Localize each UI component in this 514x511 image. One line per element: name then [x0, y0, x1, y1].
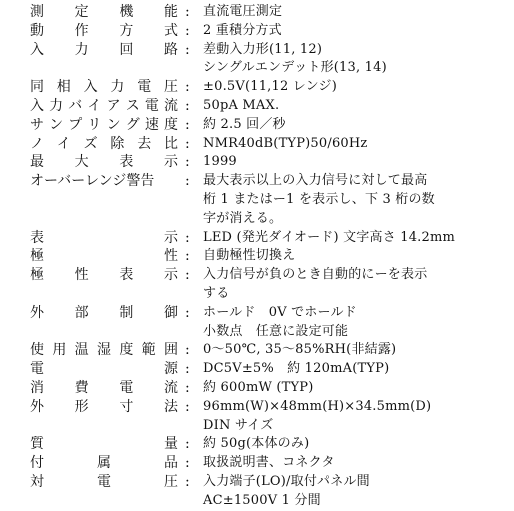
spec-row — [0, 228, 514, 248]
spec-row — [0, 134, 514, 154]
spec-label: 極 性 表 示 — [30, 267, 178, 284]
spec-colon: : — [185, 361, 190, 378]
spec-label: ノ イ ズ 除 去 比 — [30, 135, 178, 152]
spec-label: 対 電 圧 — [30, 474, 178, 490]
spec-colon: : — [185, 79, 190, 96]
spec-row — [0, 152, 514, 172]
spec-value: 入力端子(LO)/取付パネル間 — [203, 474, 370, 489]
spec-label: 使 用 温 湿 度 範 囲 — [30, 342, 178, 359]
spec-value: 0〜50℃, 35〜85%RH(非結露) — [203, 342, 397, 358]
spec-row — [0, 340, 514, 360]
spec-value: ホールド 0V でホールド — [203, 304, 357, 320]
spec-colon: : — [185, 248, 190, 265]
spec-value: NMR40dB(TYP)50/60Hz — [203, 135, 368, 151]
spec-row — [0, 171, 514, 191]
spec-value: 直流電圧測定 — [203, 4, 283, 19]
spec-colon: : — [185, 342, 190, 359]
spec-colon: : — [185, 436, 190, 453]
spec-row — [0, 96, 514, 116]
spec-value: 自動極性切換え — [203, 248, 296, 264]
spec-row — [0, 434, 514, 454]
spec-row — [0, 322, 514, 342]
spec-colon: : — [185, 455, 190, 472]
spec-colon: : — [185, 98, 190, 114]
spec-value: 約 2.5 回／秒 — [203, 116, 286, 132]
spec-value: 最大表示以上の入力信号に対して最高 — [203, 173, 428, 189]
spec-row — [0, 40, 514, 60]
spec-label: オーバーレンジ警告 — [30, 173, 155, 190]
spec-row — [0, 378, 514, 398]
spec-value: 約 50g(本体のみ) — [203, 436, 310, 452]
spec-value: 入力信号が負のとき自動的にーを表示 — [203, 267, 428, 283]
spec-label: 表 示 — [30, 229, 178, 246]
spec-value: シングルエンデット形(13, 14) — [203, 60, 387, 76]
spec-value: LED (発光ダイオード) 文字高さ 14.2mm — [203, 229, 456, 245]
spec-label: サ ン プ リ ン グ 速 度 — [30, 116, 178, 133]
spec-value: DIN サイズ — [203, 417, 274, 433]
spec-colon: : — [185, 229, 190, 246]
spec-colon: : — [185, 474, 190, 490]
spec-label: 動 作 方 式 — [30, 22, 178, 39]
spec-colon: : — [185, 22, 190, 39]
spec-label: 測 定 機 能 — [30, 4, 178, 20]
spec-colon: : — [185, 154, 190, 171]
spec-row — [0, 265, 514, 285]
spec-label: 質 量 — [30, 436, 178, 453]
spec-label: 同 相 入 力 電 圧 — [30, 79, 178, 96]
spec-label: 極 性 — [30, 248, 178, 265]
spec-row — [0, 453, 514, 473]
spec-colon: : — [185, 304, 190, 321]
spec-value: AC±1500V 1 分間 — [203, 492, 321, 508]
spec-value: 取扱説明書、コネクタ — [203, 455, 335, 471]
spec-value: DC5V±5% 約 120mA(TYP) — [203, 361, 390, 377]
spec-row — [0, 416, 514, 436]
spec-row — [0, 77, 514, 97]
spec-colon: : — [185, 116, 190, 133]
spec-label: 外 形 寸 法 — [30, 398, 178, 415]
spec-colon: : — [185, 173, 190, 190]
spec-colon: : — [185, 135, 190, 152]
spec-value: する — [203, 286, 230, 301]
spec-colon: : — [185, 398, 190, 415]
spec-label: 最 大 表 示 — [30, 154, 178, 171]
spec-row — [0, 284, 514, 304]
spec-value: 50pA MAX. — [203, 98, 280, 113]
spec-row — [0, 115, 514, 135]
spec-colon: : — [185, 380, 190, 396]
spec-row — [0, 397, 514, 417]
spec-colon: : — [185, 41, 190, 58]
spec-label: 消 費 電 流 — [30, 380, 178, 396]
spec-label: 入 力 回 路 — [30, 41, 178, 58]
spec-row — [0, 359, 514, 379]
spec-value: 桁 1 またはー1 を表示し、下 3 桁の数 — [203, 192, 435, 207]
spec-label: 入 力 バ イ ア ス 電 流 — [30, 98, 178, 114]
spec-label: 付 属 品 — [30, 455, 178, 472]
spec-colon: : — [185, 4, 190, 20]
spec-row — [0, 209, 514, 229]
spec-row — [0, 2, 514, 22]
spec-row — [0, 190, 514, 210]
spec-colon: : — [185, 267, 190, 284]
spec-value: 2 重積分方式 — [203, 22, 282, 38]
spec-row — [0, 303, 514, 323]
spec-row — [0, 246, 514, 266]
spec-label: 電 源 — [30, 361, 178, 378]
spec-row — [0, 58, 514, 78]
spec-value: 1999 — [203, 154, 237, 170]
spec-value: 字が消える。 — [203, 210, 283, 226]
spec-value: 差動入力形(11, 12) — [203, 41, 323, 57]
spec-row — [0, 21, 514, 41]
spec-value: ±0.5V(11,12 レンジ) — [203, 79, 337, 95]
spec-value: 96mm(W)×48mm(H)×34.5mm(D) — [203, 398, 432, 414]
spec-value: 約 600mW (TYP) — [203, 380, 314, 395]
spec-value: 小数点 任意に設定可能 — [203, 323, 349, 339]
spec-label: 外 部 制 御 — [30, 304, 178, 321]
spec-row — [0, 472, 514, 492]
